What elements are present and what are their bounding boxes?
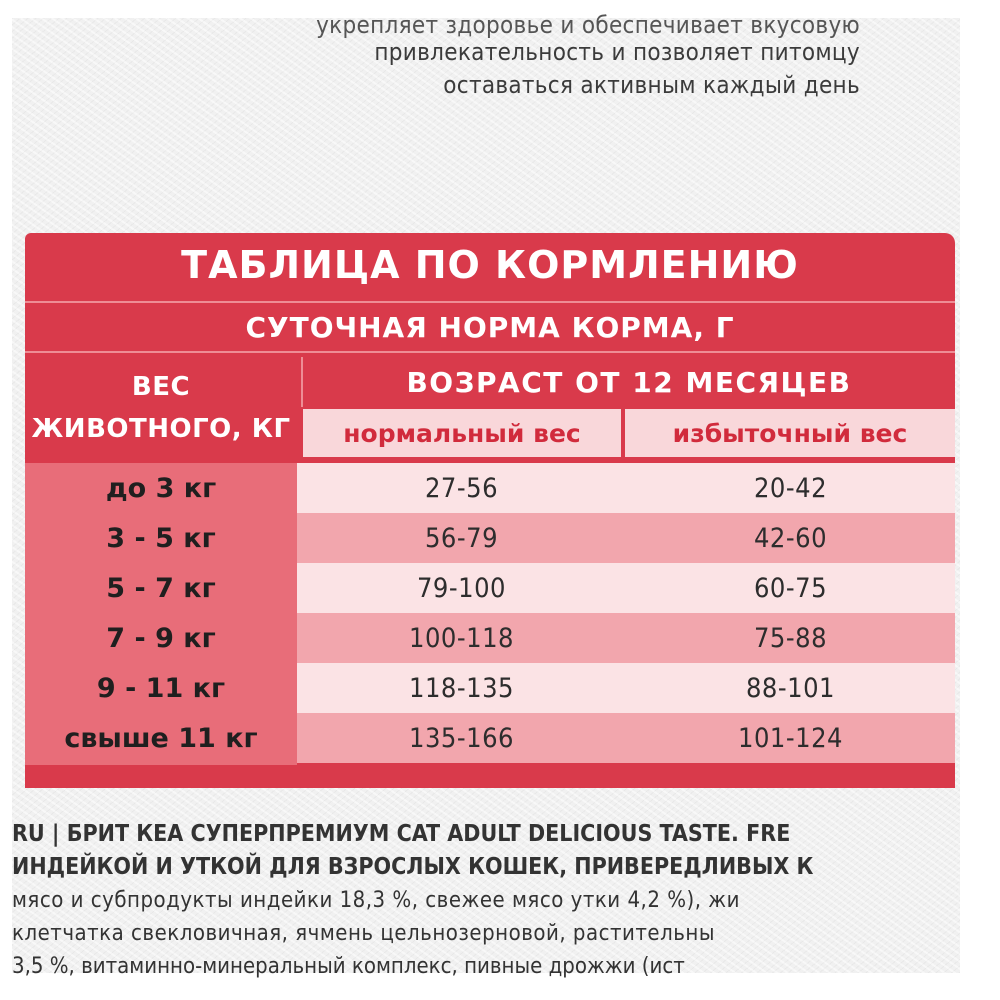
intro-text [160,11,860,102]
over-value: 88-101 [745,672,836,704]
composition-line-3: мясо и субпродукты индейки 18,3 %, свежее мясо утки 4,2 %), жи [12,888,740,913]
normal-value: 100-118 [409,622,514,654]
weight-cell: 7 - 9 кг [106,622,216,654]
composition-line-2: ИНДЕЙКОЙ И УТКОЙ ДЛЯ ВЗРОСЛЫХ КОШЕК, ПРИВЕРЕДЛИВЫХ К [12,854,814,880]
normal-value: 118-135 [409,672,514,704]
weight-cell: 3 - 5 кг [106,522,216,554]
age-header: ВОЗРАСТ ОТ 12 МЕСЯЦЕВ [301,357,955,407]
weight-cell: 5 - 7 кг [106,572,216,604]
normal-value: 79-100 [416,572,507,604]
over-value: 42-60 [753,522,828,554]
over-value: 20-42 [753,472,828,504]
composition-line-4: клетчатка свекловичная, ячмень цельнозерновой, растительны [12,921,715,946]
intro-line-1: привлекательность и позволяет питомцу [374,38,860,66]
over-value: 60-75 [753,572,828,604]
table-row [297,513,955,563]
intro-line-cut: укрепляет здоровье и обеспечивает вкусовую [316,11,860,39]
normal-value: 56-79 [424,522,499,554]
table-row [297,563,955,613]
table-body [25,463,955,765]
over-value: 75-88 [753,622,828,654]
table-row [297,663,955,713]
composition-text [12,818,960,964]
normal-value: 135-166 [409,722,514,754]
table-subtitle: СУТОЧНАЯ НОРМА КОРМА, Г [25,301,955,353]
normal-value: 27-56 [424,472,499,504]
normal-weight-header: нормальный вес [303,409,621,457]
table-title: ТАБЛИЦА ПО КОРМЛЕНИЮ [181,243,799,287]
composition-line-5 [12,950,960,964]
intro-line-2: оставаться активным каждый день [443,71,860,99]
table-row [297,613,955,663]
weight-header-line-1: ВЕС [131,372,191,402]
weight-cell: 9 - 11 кг [96,672,226,704]
table-row [297,463,955,513]
table-bottom-bar [25,765,955,788]
composition-line-1: RU | БРИТ КЕА СУПЕРПРЕМИУМ CAT ADULT DELICIOUS TASTE. FRE [12,821,791,847]
weight-header-line-2: ЖИВОТНОГО, КГ [31,414,291,444]
overweight-header: избыточный вес [625,409,955,457]
over-value: 101-124 [738,722,843,754]
weight-cell: свыше 11 кг [64,722,258,754]
weight-cell: до 3 кг [105,472,217,504]
table-row [297,713,955,763]
weight-column-header [25,357,297,459]
feeding-table [25,233,955,788]
